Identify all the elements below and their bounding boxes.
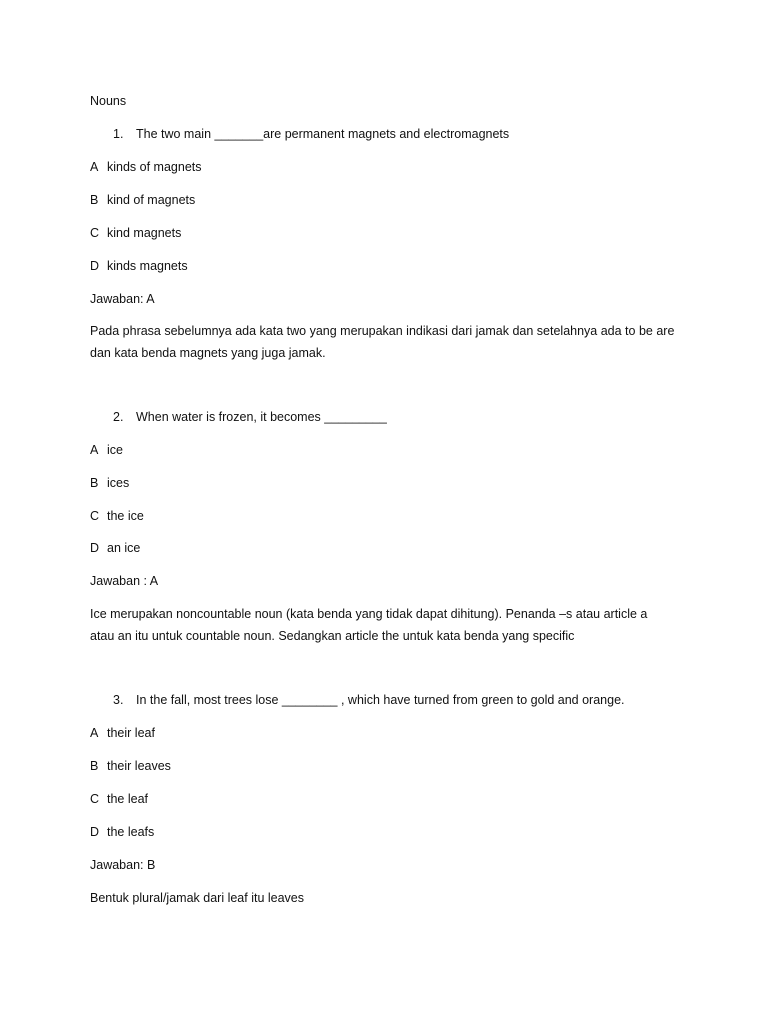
option-text: kind of magnets (107, 193, 196, 207)
option-letter: B (90, 476, 99, 490)
question-2-option-c (90, 509, 144, 524)
question-3-number: 3. (113, 693, 124, 707)
option-text: their leaf (107, 726, 155, 740)
question-1-option-b (90, 193, 195, 208)
option-text: the leaf (107, 792, 149, 806)
option-letter: A (90, 443, 99, 457)
option-letter: B (90, 193, 99, 207)
option-text: their leaves (107, 759, 171, 773)
question-1-option-d (90, 259, 188, 274)
question-2-option-a (90, 443, 123, 458)
question-1-text: The two main _______are permanent magnets and electromagnets (136, 127, 510, 141)
question-1-explanation-line-1: Pada phrasa sebelumnya ada kata two yang merupakan indikasi dari jamak dan setelahnya ada to be are (90, 324, 675, 338)
option-letter: C (90, 226, 100, 240)
option-text: kinds magnets (107, 259, 188, 273)
option-text: kinds of magnets (107, 160, 202, 174)
option-text: ice (107, 443, 123, 457)
option-text: an ice (107, 541, 141, 555)
question-3-answer: Jawaban: B (90, 858, 156, 872)
option-text: the leafs (107, 825, 155, 839)
question-1-option-a (90, 160, 202, 175)
option-letter: D (90, 541, 100, 555)
option-letter: A (90, 726, 99, 740)
option-text: the ice (107, 509, 144, 523)
question-3-option-b (90, 759, 171, 774)
question-1-explanation-line-2: dan kata benda magnets yang juga jamak. (90, 346, 326, 360)
option-letter: C (90, 792, 100, 806)
question-3-option-d (90, 825, 154, 840)
question-2-explanation-line-2: atau an itu untuk countable noun. Sedangkan article the untuk kata benda yang specific (90, 629, 575, 643)
question-1-number: 1. (113, 127, 124, 141)
question-3-explanation-line-1: Bentuk plural/jamak dari leaf itu leaves (90, 891, 305, 905)
question-2-answer: Jawaban : A (90, 574, 159, 588)
question-3-option-c (90, 792, 148, 807)
question-1-answer: Jawaban: A (90, 292, 155, 306)
question-2-explanation-line-1: Ice merupakan noncountable noun (kata benda yang tidak dapat dihitung). Penanda –s atau article a (90, 607, 648, 621)
option-letter: D (90, 259, 100, 273)
question-1-option-c (90, 226, 181, 241)
question-3-text: In the fall, most trees lose ________ , which have turned from green to gold and orange. (136, 693, 625, 707)
option-letter: B (90, 759, 99, 773)
document-title: Nouns (90, 94, 127, 108)
question-2-text: When water is frozen, it becomes _________ (136, 410, 387, 424)
question-2-option-b (90, 476, 129, 491)
option-letter: C (90, 509, 100, 523)
question-3-option-a (90, 726, 155, 741)
option-text: ices (107, 476, 130, 490)
option-letter: D (90, 825, 100, 839)
option-letter: A (90, 160, 99, 174)
question-2-number: 2. (113, 410, 124, 424)
option-text: kind magnets (107, 226, 182, 240)
question-2-option-d (90, 541, 140, 556)
